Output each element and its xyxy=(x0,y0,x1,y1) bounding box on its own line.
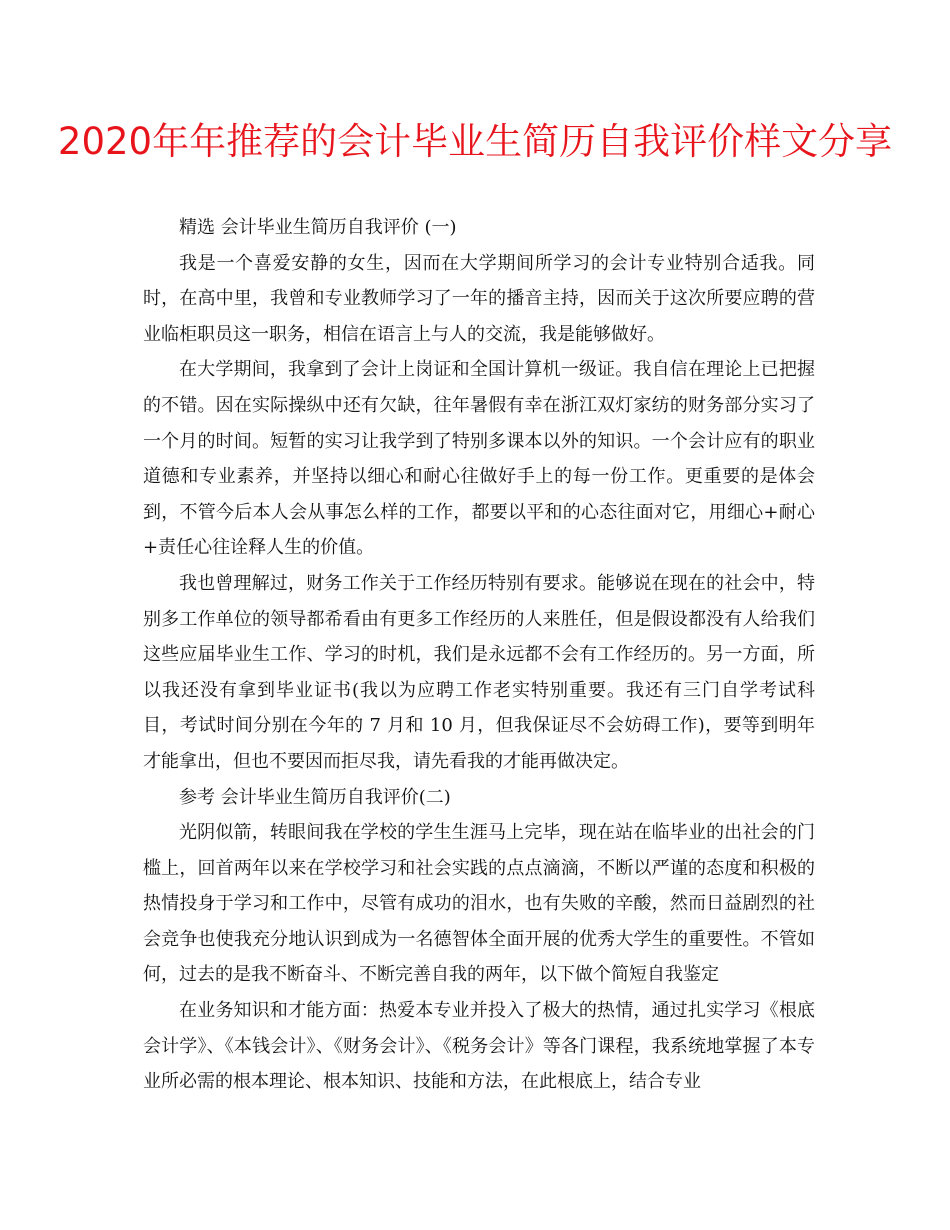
section-heading-2: 参考 会计毕业生简历自我评价(二) xyxy=(179,786,451,808)
paragraph: 在大学期间，我拿到了会计上岗证和全国计算机一级证。我自信在理论上已把握的不错。因在实际操纵中还有欠缺，往年暑假有幸在浙江双灯家纺的财务部分实习了一个月的时间。短暂的实习让我学到了特别多课本以外的知识。一个会计应有的职业道德和专业素养，并坚持以细心和耐心往做好手上的每一份工作。更重要的是体会到，不管今后本人会从事怎么样的工作，都要以平和的心态往面对它，用细心+耐心+责任心往诠释人生的价值。 xyxy=(143,359,816,559)
paragraph: 在业务知识和才能方面：热爱本专业并投入了极大的热情，通过扎实学习《根底会计学》、《本钱会计》、《财务会计》、《税务会计》等各门课程，我系统地掌握了本专业所必需的根本理论、根本知识、技能和方法，在此根底上，结合专业 xyxy=(143,1000,815,1093)
document-body xyxy=(143,210,815,1100)
paragraph: 我是一个喜爱安静的女生，因而在大学期间所学习的会计专业特别合适我。同时，在高中里，我曾和专业教师学习了一年的播音主持，因而关于这次所要应聘的营业临柜职员这一职务，相信在语言上与人的交流，我是能够做好。 xyxy=(143,252,815,345)
paragraph: 我也曾理解过，财务工作关于工作经历特别有要求。能够说在现在的社会中，特别多工作单位的领导都希看由有更多工作经历的人来胜任，但是假设都没有人给我们这些应届毕业生工作、学习的时机，我们是永远都不会有工作经历的。另一方面，所以我还没有拿到毕业证书(我以为应聘工作老实特别重要。我还有三门自学考试科目，考试时间分别在今年的 7 月和 10 月，但我保证尽不会妨碍工作)，要等到明年才能拿出，但也不要因而拒尽我，请先看我的才能再做决定。 xyxy=(143,572,815,772)
document-title: 2020年年推荐的会计毕业生简历自我评价样文分享 xyxy=(57,120,893,163)
section-heading-1: 精选 会计毕业生简历自我评价 (一) xyxy=(179,217,457,238)
paragraph: 光阴似箭，转眼间我在学校的学生生涯马上完毕，现在站在临毕业的出社会的门槛上，回首两年以来在学校学习和社会实践的点点滴滴，不断以严谨的态度和积极的热情投身于学习和工作中，尽管有成功的泪水，也有失败的辛酸，然而日益剧烈的社会竞争也使我充分地认识到成为一名德智体全面开展的优秀大学生的重要性。不管如何，过去的是我不断奋斗、不断完善自我的两年，以下做个简短自我鉴定 xyxy=(143,822,815,986)
